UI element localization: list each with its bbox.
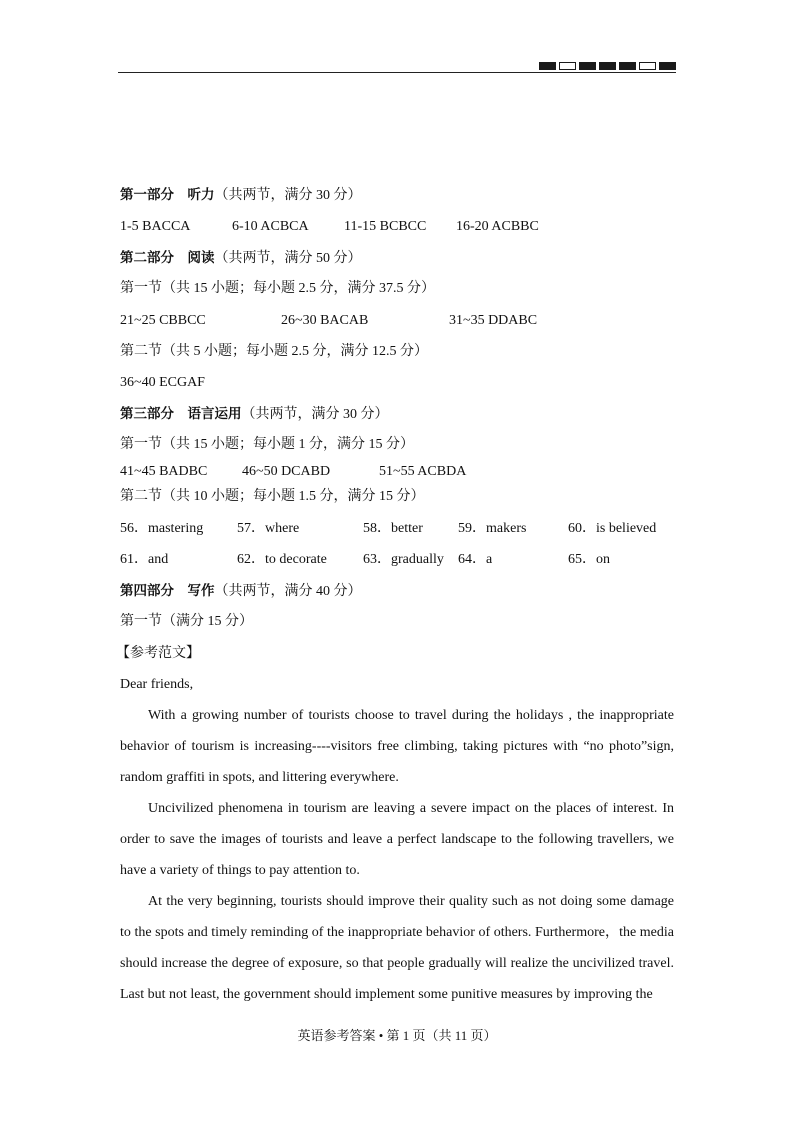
lang-section1-label: 第一节（共 15 小题；每小题 1 分，满分 15 分） xyxy=(120,437,414,452)
essay-paragraph-2: Uncivilized phenomena in tourism are leaving a severe impact on the places of interest. In order to save the images of tourists and leave a perfect landscape to the following travellers, we have a variety of things to pay attention to. xyxy=(120,801,674,878)
reading-answers-2: 36~40 ECGAF xyxy=(120,375,205,390)
answer-group: 1-5 BACCA xyxy=(120,219,191,234)
salutation: Dear friends, xyxy=(120,677,194,692)
sample-essay-label: 【参考范文】 xyxy=(116,646,200,661)
grammar-answer: 56．mastering xyxy=(120,521,204,536)
reading-section1-label: 第一节（共 15 小题；每小题 2.5 分，满分 37.5 分） xyxy=(120,281,435,296)
answer-group: 6-10 ACBCA xyxy=(232,219,309,234)
part3-title: 第三部分 语言运用 xyxy=(120,406,242,422)
part2-note: （共两节，满分 50 分） xyxy=(214,251,362,266)
essay-paragraph-1: With a growing number of tourists choose to travel during the holidays , the inappropriate behavior of tourism is increasing----visitors free climbing, taking pictures with “no photo”sign, random graffiti in spots, and littering everywhere. xyxy=(120,708,674,785)
writing-section1-label: 第一节（满分 15 分） xyxy=(120,614,253,629)
grammar-answer: 58．better xyxy=(363,521,423,536)
lang-section2-label: 第二节（共 10 小题；每小题 1.5 分，满分 15 分） xyxy=(120,489,425,504)
part3-note: （共两节，满分 30 分） xyxy=(241,407,389,422)
page-footer: 英语参考答案 • 第 1 页（共 11 页） xyxy=(297,1028,497,1043)
part4-heading xyxy=(120,582,362,601)
part3-heading xyxy=(120,405,389,424)
answer-group: 21~25 CBBCC xyxy=(120,313,206,328)
part1-title: 第一部分 听力 xyxy=(120,187,215,203)
part1-note: （共两节，满分 30 分） xyxy=(214,188,362,203)
essay-paragraph-3: At the very beginning, tourists should improve their quality such as not doing some damage to the spots and timely reminding of the inappropriate behavior of others. Furthermore，the media should increase the degree of exposure, so that people gradually will realize the uncivilized travel. Last but not least, the government should implement some punitive measures by improving the xyxy=(120,894,674,1002)
answer-group: 31~35 DDABC xyxy=(449,313,538,328)
header-marks xyxy=(539,62,676,70)
header-mark xyxy=(559,62,576,70)
grammar-answer: 61．and xyxy=(120,552,169,567)
grammar-answer: 65．on xyxy=(568,552,610,567)
grammar-answer: 63．gradually xyxy=(363,552,444,567)
answer-group: 11-15 BCBCC xyxy=(344,219,427,234)
header-mark xyxy=(599,62,616,70)
part2-heading xyxy=(120,249,362,268)
answer-group: 51~55 ACBDA xyxy=(379,464,467,479)
header-mark xyxy=(639,62,656,70)
header-rule xyxy=(118,72,676,73)
grammar-answer: 57．where xyxy=(237,521,300,536)
grammar-answer: 60．is believed xyxy=(568,521,657,536)
answer-group: 26~30 BACAB xyxy=(281,313,369,328)
grammar-answer: 62．to decorate xyxy=(237,552,327,567)
reading-section2-label: 第二节（共 5 小题；每小题 2.5 分，满分 12.5 分） xyxy=(120,344,428,359)
answer-group: 41~45 BADBC xyxy=(120,464,208,479)
part1-heading xyxy=(120,186,362,205)
part4-note: （共两节，满分 40 分） xyxy=(214,584,362,599)
answer-group: 16-20 ACBBC xyxy=(456,219,539,234)
header-mark xyxy=(619,62,636,70)
header-mark xyxy=(659,62,676,70)
header-mark xyxy=(579,62,596,70)
part2-title: 第二部分 阅读 xyxy=(120,250,215,266)
grammar-answer: 59．makers xyxy=(458,521,527,536)
header-mark xyxy=(539,62,556,70)
answer-group: 46~50 DCABD xyxy=(242,464,331,479)
grammar-answer: 64．a xyxy=(458,552,493,567)
part4-title: 第四部分 写作 xyxy=(120,583,215,599)
